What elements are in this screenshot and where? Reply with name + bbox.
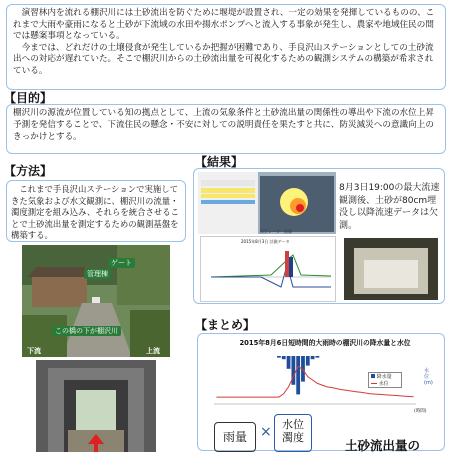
method-heading: 【方法】	[4, 164, 53, 178]
rain-bar	[296, 356, 300, 394]
intro-paragraph-1: 演習林内を流れる棚沢川には土砂流出を防ぐために堰堤が設置され、一定の効果を発揮しているものの、これまで大雨や豪雨になると土砂が下流域の水田や揚水ポンプへと流入する事象が発生し、農家や地域住民の間では懸案事項となっている。	[13, 8, 435, 42]
gate-label: ゲート	[108, 258, 135, 268]
summary-chart-title: 2015年8月6日短時間的大雨時の棚沢川の降水量と水位	[239, 339, 411, 347]
result-chart	[200, 236, 336, 302]
station-road-photo	[22, 245, 170, 357]
purpose-heading: 【目的】	[4, 91, 53, 105]
purpose-box: 棚沢川の源流が位置している知の拠点として、上流の気象条件と土砂流出量の関係性の導出や下流の水位上昇予測を発信することで、下流住民の懸念・不安に対しての説明責任を果たすと共に、防災減災への意識向上のきっかけとする。	[6, 104, 446, 154]
culvert-photo	[36, 360, 156, 452]
legend-water-label: 水位	[378, 381, 389, 387]
summary-legend	[368, 372, 402, 388]
times-sign: ×	[260, 424, 272, 440]
office-label: 管理棟	[84, 269, 111, 279]
summary-chart	[206, 348, 436, 414]
summary-conclusion: 土砂流出量の	[345, 438, 421, 452]
summary-y-right-label: 水位(m)	[424, 368, 433, 386]
radar-caption: 雨雲レーダー画像	[260, 229, 292, 234]
radar-map-illustration	[198, 172, 336, 234]
rain-bar	[277, 356, 281, 358]
result-chart-plot	[201, 237, 337, 303]
rain-bar	[282, 356, 286, 359]
legend-rain-swatch	[371, 374, 375, 378]
rain-bar	[316, 356, 320, 358]
culvert-illustration	[36, 360, 156, 452]
rain-bar	[306, 356, 310, 366]
legend-water-swatch	[371, 383, 377, 384]
water-turbidity-box: 水位 濁度	[274, 414, 312, 452]
rainfall-box: 雨量	[214, 422, 256, 452]
stream-illustration	[344, 238, 438, 300]
intro-paragraph-2: 今までは、どれだけの土壌侵食が発生しているか把握が困難であり、手良沢山ステーションとしての土砂流出への対応が遅れていた。そこで棚沢川からの土砂流出量を可視化するための観測システムの構築が希求されている。	[13, 42, 434, 76]
legend-rain-label: 降水量	[376, 374, 392, 380]
intro-box	[6, 4, 446, 90]
result-note: 8月3日19:00の最大流速観測後、土砂が80cm埋没し以降流速データは欠測。	[339, 183, 440, 231]
rain-bar	[287, 356, 291, 369]
downstream-label: 下流	[27, 347, 41, 355]
method-box: これまで手良沢山ステーションで実施してきた気象および水文観測に、棚沢川の流量・濁度測定を組み込み、それらを統合させることで土砂流出量を測定するための観測基盤を構築する。	[6, 180, 186, 242]
result-heading: 【結果】	[195, 155, 244, 169]
rain-radar-image	[198, 172, 336, 234]
result-chart-caption: 2015年8月3日 計測データ	[241, 239, 290, 244]
stream-photo	[344, 238, 438, 300]
summary-heading: 【まとめ】	[195, 318, 256, 332]
upstream-label: 上流	[146, 347, 160, 355]
rain-bar	[311, 356, 315, 359]
river-label: この橋の下が棚沢川	[52, 326, 121, 336]
station-road-illustration	[22, 245, 170, 357]
summary-x-unit: (時間)	[414, 409, 427, 414]
